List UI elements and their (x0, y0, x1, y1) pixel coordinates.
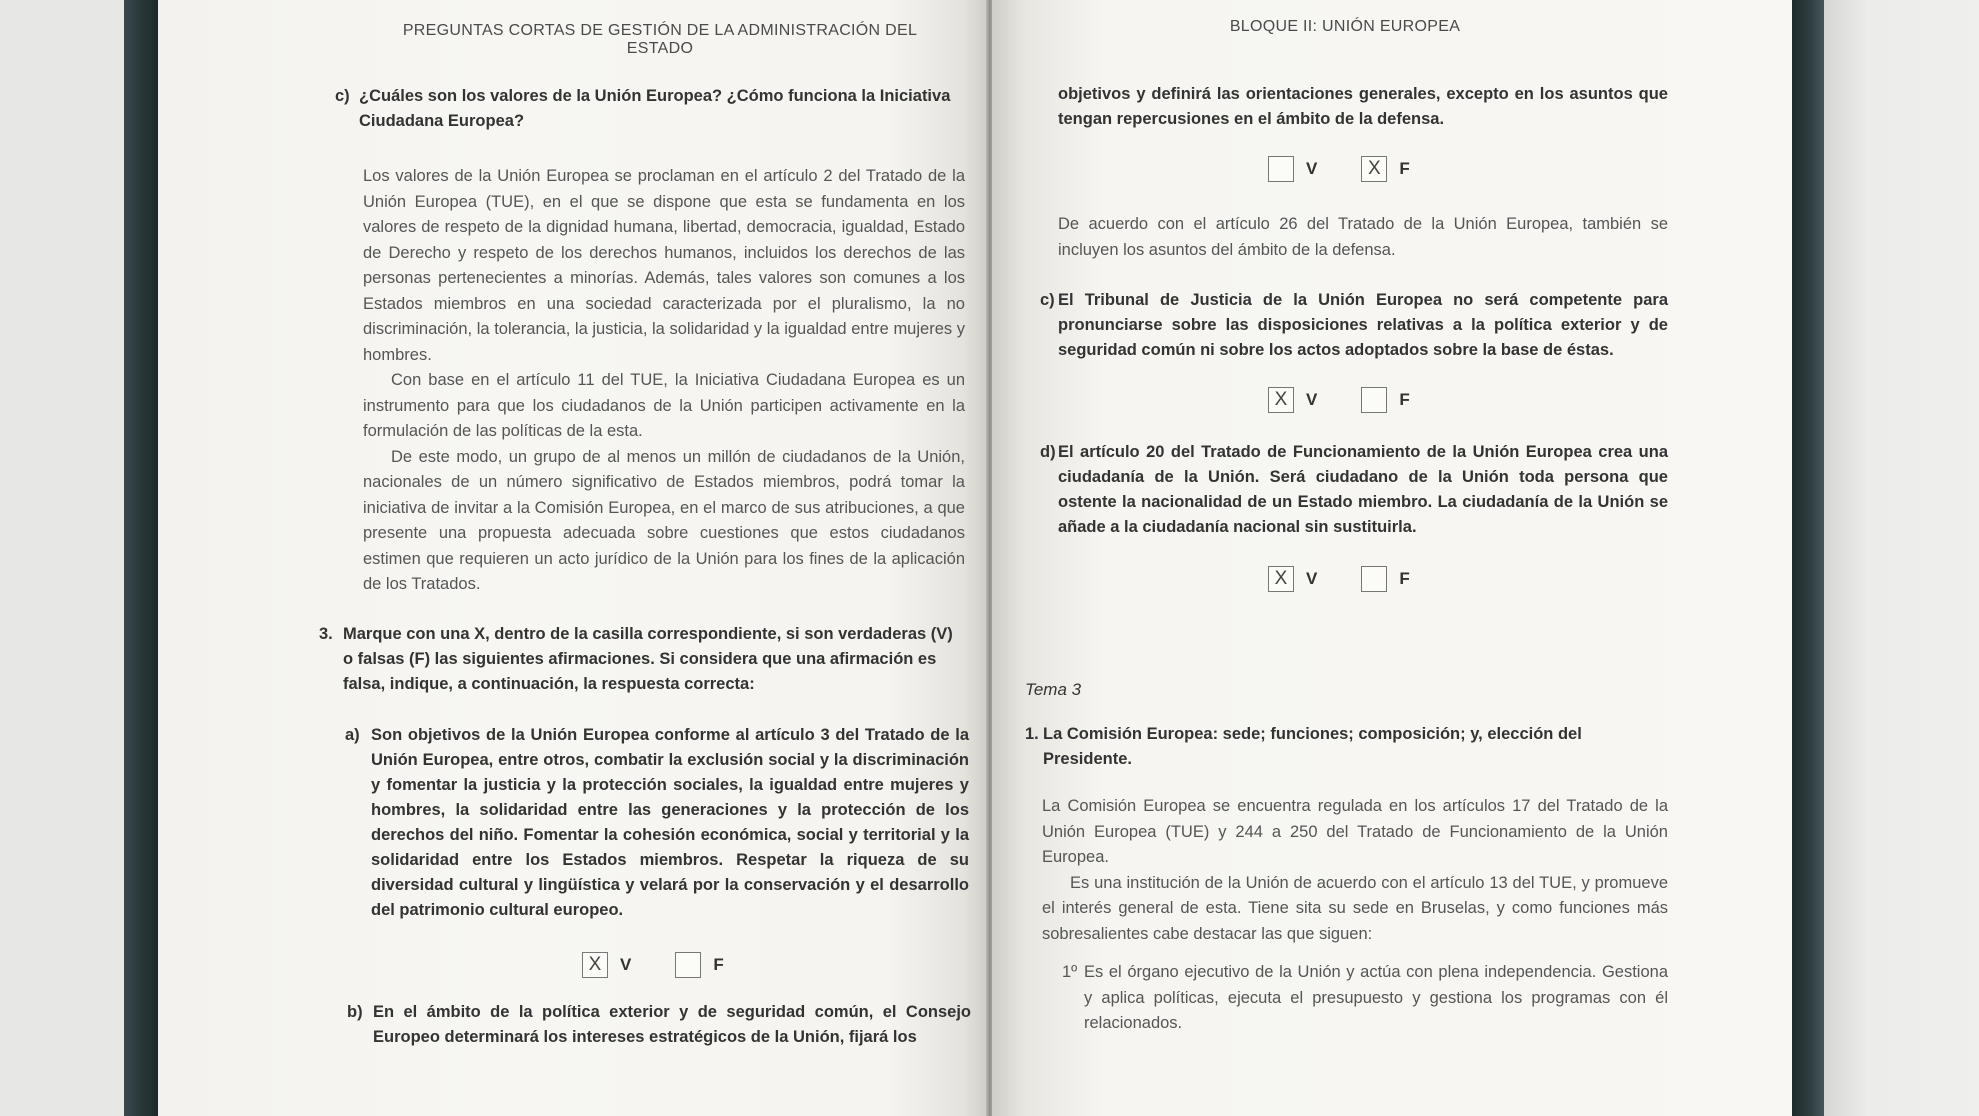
statement-d-label: d) (1040, 443, 1056, 461)
tema-heading: Tema 3 (1025, 680, 1082, 699)
statement-b-answer (1268, 156, 1454, 182)
question-3-text: Marque con una X, dentro de la casilla correspondiente, si son verdaderas (V) o falsas (F) las siguientes afirmaciones. Si considera que una afirmación es falsa, indique, a continuación, la respuesta correcta: (343, 625, 953, 693)
book-cover-left (124, 0, 160, 1116)
book-cover-right (1790, 0, 1824, 1116)
v-label: V (1306, 390, 1318, 409)
f-label: F (1399, 569, 1410, 588)
right-page-header: BLOQUE II: UNIÓN EUROPEA (1229, 18, 1461, 35)
statement-d (1040, 440, 1668, 540)
tema-answer-paragraph-2: Es una institución de la Unión de acuerdo con el artículo 13 del TUE, y promueve el interés general de esta. Tiene sita su sede en Bruselas, y como funciones más sobresalientes cabe destacar las que siguen: (1042, 873, 1668, 943)
v-label: V (1306, 569, 1318, 588)
answer-c-paragraph-3: De este modo, un grupo de al menos un millón de ciudadanos de la Unión, nacionales de un número significativo de Estados miembros, podrá tomar la iniciativa de invitar a la Comisión Europea, en el marco de sus atribuciones, a que presente una propuesta adecuada sobre cuestiones que estos ciudadanos estimen que requieren un acto jurídico de la Unión para los fines de la aplicación de los Tratados. (363, 447, 965, 593)
statement-a-answer (582, 952, 768, 978)
question-c-left (335, 84, 965, 134)
tema-question-1-label: 1. (1025, 725, 1039, 743)
answer-c-body (363, 164, 965, 598)
statement-b-label: b) (347, 1003, 363, 1021)
v-label: V (620, 955, 632, 974)
left-page-header: PREGUNTAS CORTAS DE GESTIÓN DE LA ADMINISTRACIÓN DEL ESTADO (402, 22, 918, 57)
statement-c-label: c) (1040, 291, 1055, 309)
statement-c-f-checkbox[interactable] (1361, 387, 1387, 413)
statement-b-continued: objetivos y definirá las orientaciones generales, excepto en los asuntos que tengan repercusiones en el ámbito de la defensa. (1058, 85, 1668, 128)
statement-d-f-checkbox[interactable] (1361, 566, 1387, 592)
statement-c-answer (1268, 387, 1454, 413)
answer-c-paragraph-1: Los valores de la Unión Europea se proclaman en el artículo 2 del Tratado de la Unión Europea (TUE), en el que se dispone que esta se fundamenta en los valores de respeto de la dignidad humana, libertad, democracia, igualdad, Estado de Derecho y respeto de los derechos humanos, incluidos los derechos de las personas pertenecientes a minorías. Además, tales valores son comunes a los Estados miembros en una sociedad caracterizada por el pluralismo, la no discriminación, la tolerancia, la justicia, la solidaridad y la igualdad entre mujeres y hombres. (363, 167, 965, 364)
statement-b-text: En el ámbito de la política exterior y de seguridad común, el Consejo Europeo determinará los intereses estratégicos de la Unión, fijará los (373, 1003, 971, 1046)
function-item-1-text: Es el órgano ejecutivo de la Unión y actúa con plena independencia. Gestiona y aplica políticas, ejecuta el presupuesto y gestiona los programas con él relacionados. (1084, 963, 1668, 1032)
statement-a-v-checkbox[interactable]: X (582, 952, 608, 978)
question-3 (319, 622, 967, 697)
background-right (1820, 0, 1979, 1116)
statement-a-label: a) (345, 726, 360, 744)
answer-c-paragraph-2: Con base en el artículo 11 del TUE, la Iniciativa Ciudadana Europea es un instrumento para que los ciudadanos de la Unión participen activamente en la formulación de las políticas de la esta. (363, 371, 965, 440)
statement-b (347, 1000, 971, 1050)
statement-d-answer (1268, 566, 1454, 592)
tema-question-1-text: La Comisión Europea: sede; funciones; composición; y, elección del Presidente. (1043, 725, 1582, 768)
statement-d-text: El artículo 20 del Tratado de Funcionamiento de la Unión Europea crea una ciudadanía de la Unión. Será ciudadano de la Unión toda persona que ostente la nacionalidad de un Estado miembro. La ciudadanía de la Unión se añade a la ciudadanía nacional sin sustituirla. (1058, 443, 1668, 536)
statement-b-v-checkbox[interactable] (1268, 156, 1294, 182)
function-item-1-label: 1º (1062, 963, 1078, 981)
tema-answer-body (1042, 794, 1668, 947)
statement-c (1040, 288, 1668, 363)
statement-a-f-checkbox[interactable] (675, 952, 701, 978)
statement-d-v-checkbox[interactable]: X (1268, 566, 1294, 592)
f-label: F (713, 955, 724, 974)
v-label: V (1306, 159, 1318, 178)
question-c-label: c) (335, 87, 350, 105)
question-c-text: ¿Cuáles son los valores de la Unión Europea? ¿Cómo funciona la Iniciativa Ciudadana Europea? (359, 87, 951, 130)
statement-b-f-checkbox[interactable]: X (1361, 156, 1387, 182)
f-label: F (1399, 159, 1410, 178)
statement-a (345, 723, 969, 923)
tema-answer-paragraph-1: La Comisión Europea se encuentra regulada en los artículos 17 del Tratado de la Unión Europea (TUE) y 244 a 250 del Tratado de Funcionamiento de la Unión Europea. (1042, 797, 1668, 866)
statement-c-v-checkbox[interactable]: X (1268, 387, 1294, 413)
function-item-1 (1062, 960, 1668, 1037)
statement-c-text: El Tribunal de Justicia de la Unión Europea no será competente para pronunciarse sobre las disposiciones relativas a la política exterior y de seguridad común ni sobre los actos adoptados sobre la base de éstas. (1058, 291, 1668, 359)
question-3-label: 3. (319, 625, 333, 643)
tema-question-1 (1025, 722, 1669, 772)
statement-a-text: Son objetivos de la Unión Europea conforme al artículo 3 del Tratado de la Unión Europea, entre otros, combatir la exclusión social y la discriminación y fomentar la justicia y la protección sociales, la igualdad entre mujeres y hombres, la solidaridad entre las generaciones y la protección de los derechos del niño. Fomentar la cohesión económica, social y territorial y la solidaridad entre los Estados miembros. Respetar la riqueza de su diversidad cultural y lingüística y velará por la conservación y el desarrollo del patrimonio cultural europeo. (371, 726, 969, 919)
f-label: F (1399, 390, 1410, 409)
statement-b-correction: De acuerdo con el artículo 26 del Tratado de la Unión Europea, también se incluyen los asuntos del ámbito de la defensa. (1058, 215, 1668, 259)
